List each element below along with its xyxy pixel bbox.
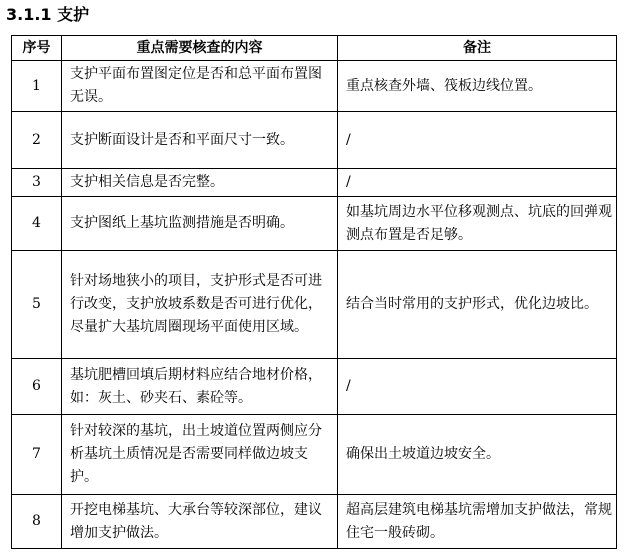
- row-note: 重点核查外墙、筏板边线位置。: [338, 61, 617, 112]
- row-note: 确保出土坡道边坡安全。: [338, 415, 617, 495]
- row-content: 支护断面设计是否和平面尺寸一致。: [62, 112, 338, 169]
- row-content: 针对较深的基坑，出土坡道位置两侧应分析基坑土质情况是否需要同样做边坡支护。: [62, 415, 338, 495]
- row-index: 4: [12, 197, 62, 251]
- row-index: 2: [12, 112, 62, 169]
- table-row: [12, 251, 617, 359]
- table-row: [12, 359, 617, 415]
- row-note: 如基坑周边水平位移观测点、坑底的回弹观测点布置是否足够。: [338, 197, 617, 251]
- row-note: 超高层建筑电梯基坑需增加支护做法，常规住宅一般砖砌。: [338, 495, 617, 549]
- row-index: 1: [12, 61, 62, 112]
- header-note: 备注: [338, 36, 617, 61]
- row-content: 针对场地狭小的项目，支护形式是否可进行改变，支护放坡系数是否可进行优化，尽量扩大基坑周圈现场平面使用区域。: [62, 251, 338, 359]
- row-content: 支护平面布置图定位是否和总平面布置图无误。: [62, 61, 338, 112]
- table-row: [12, 112, 617, 169]
- section-heading: 3.1.1 支护: [6, 5, 90, 24]
- row-content: 基坑肥槽回填后期材料应结合地材价格，如：灰土、砂夹石、素砼等。: [62, 359, 338, 415]
- table-row: [12, 61, 617, 112]
- header-index: 序号: [12, 36, 62, 61]
- row-note: 结合当时常用的支护形式，优化边坡比。: [338, 251, 617, 359]
- row-index: 8: [12, 495, 62, 549]
- row-note: /: [338, 359, 617, 415]
- table-header-row: [12, 36, 617, 61]
- row-content: 支护相关信息是否完整。: [62, 169, 338, 197]
- table-row: [12, 415, 617, 495]
- row-index: 6: [12, 359, 62, 415]
- row-index: 7: [12, 415, 62, 495]
- row-index: 3: [12, 169, 62, 197]
- row-index: 5: [12, 251, 62, 359]
- row-content: 开挖电梯基坑、大承台等较深部位，建议增加支护做法。: [62, 495, 338, 549]
- inspection-table: [11, 35, 617, 549]
- table-row: [12, 197, 617, 251]
- header-content: 重点需要核查的内容: [62, 36, 338, 61]
- table-row: [12, 169, 617, 197]
- row-content: 支护图纸上基坑监测措施是否明确。: [62, 197, 338, 251]
- row-note: /: [338, 112, 617, 169]
- row-note: /: [338, 169, 617, 197]
- table-row: [12, 495, 617, 549]
